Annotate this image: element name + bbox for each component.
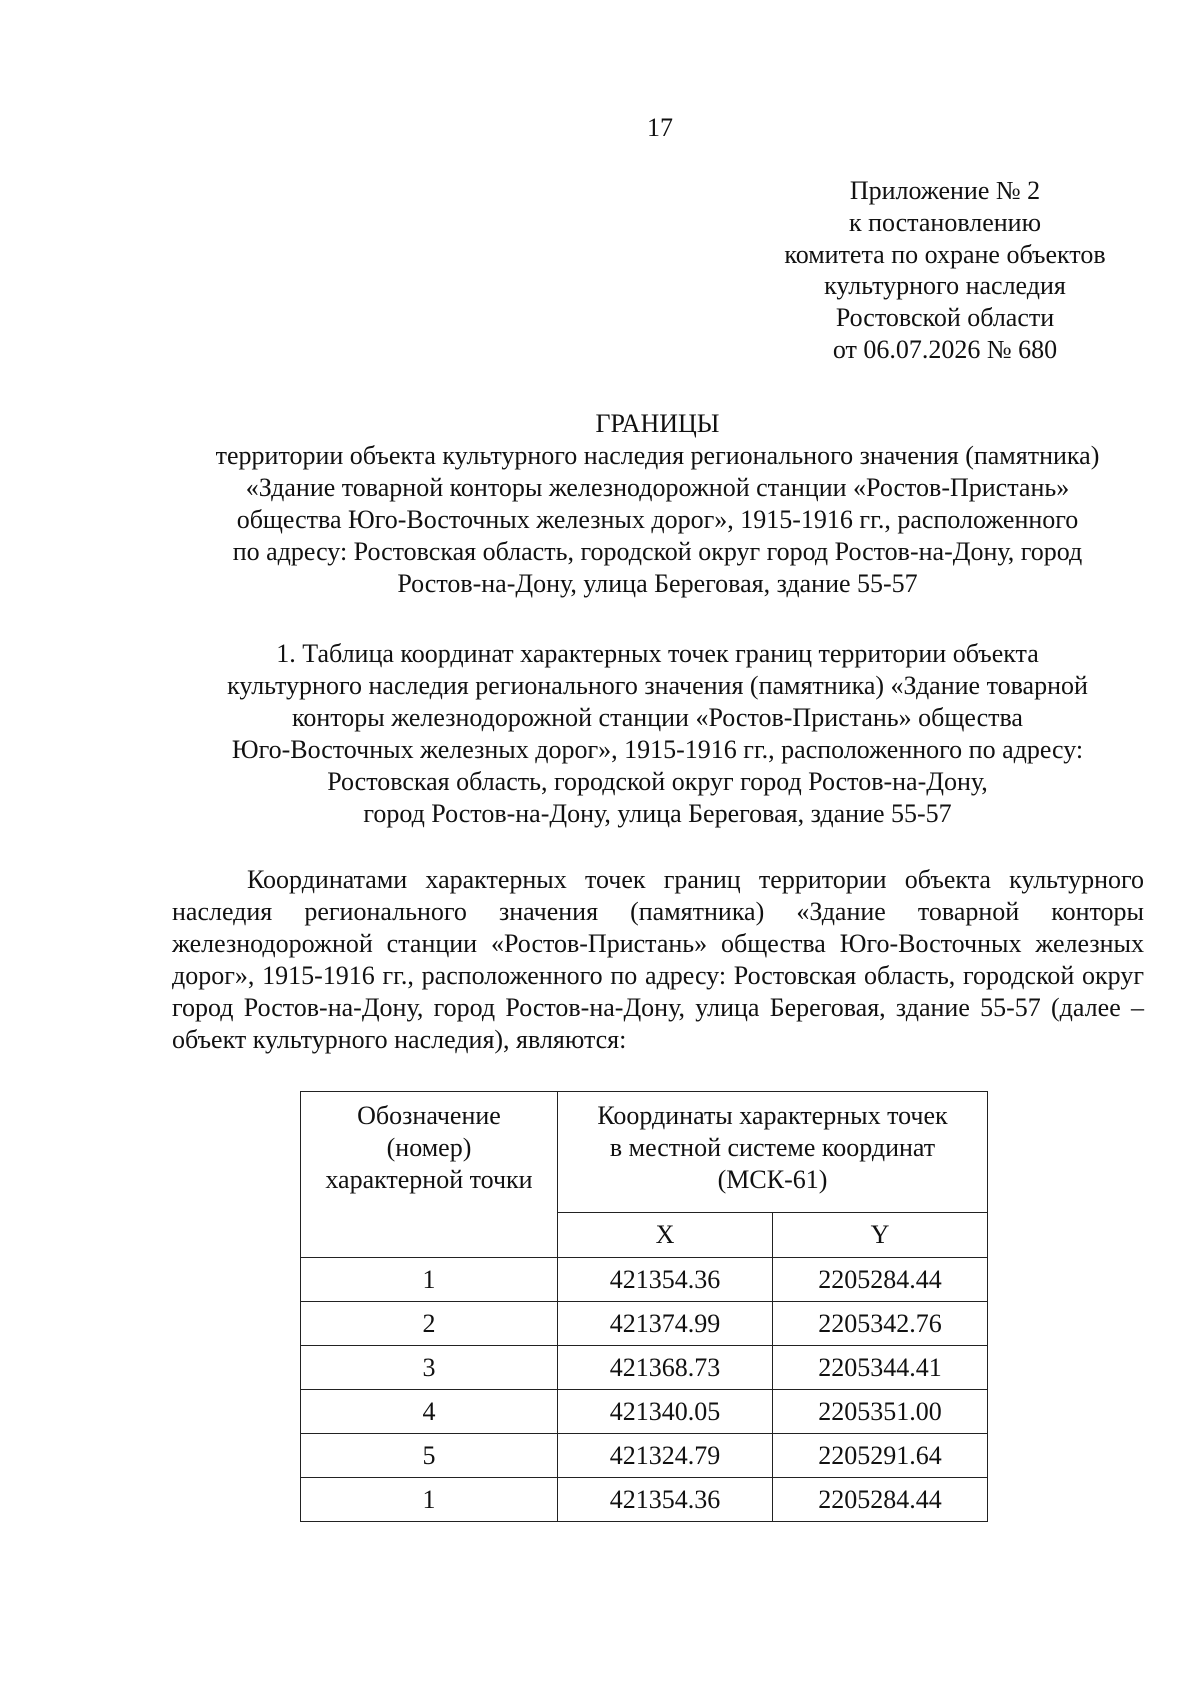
header-line: характерной точки: [325, 1165, 533, 1194]
appendix-line: Приложение № 2: [849, 176, 1041, 205]
point-cell: 1: [301, 1258, 558, 1302]
title-line: территории объекта культурного наследия регионального значения (памятника): [215, 441, 1100, 470]
coordinates-table: [300, 1091, 988, 1522]
point-cell: 1: [301, 1478, 558, 1522]
header-line: Обозначение: [357, 1101, 501, 1130]
x-cell: 421324.79: [558, 1434, 773, 1478]
y-cell: 2205291.64: [773, 1434, 988, 1478]
y-cell: 2205284.44: [773, 1478, 988, 1522]
table-row: [301, 1346, 988, 1390]
document-title: [170, 408, 1145, 600]
section-heading: [170, 638, 1145, 830]
section-line: Юго-Восточных железных дорог», 1915-1916 гг., расположенного по адресу:: [231, 735, 1084, 764]
point-column-header: [301, 1092, 558, 1258]
title-line: Ростов-на-Дону, улица Береговая, здание 55-57: [397, 569, 918, 598]
x-column-header: X: [558, 1213, 773, 1258]
page-number: 17: [647, 113, 673, 142]
appendix-header: [740, 175, 1150, 366]
title-line: общества Юго-Восточных железных дорог», 1915-1916 гг., расположенного: [236, 505, 1079, 534]
appendix-line: от 06.07.2026 № 680: [832, 334, 1058, 364]
x-cell: 421374.99: [558, 1302, 773, 1346]
appendix-line: к постановлению: [848, 207, 1042, 237]
table-row: [301, 1258, 988, 1302]
y-cell: 2205344.41: [773, 1346, 988, 1390]
x-cell: 421354.36: [558, 1258, 773, 1302]
header-line: (МСК-61): [717, 1165, 828, 1194]
header-line: (номер): [386, 1133, 472, 1162]
appendix-line: Ростовской области: [835, 303, 1055, 333]
section-line: город Ростов-на-Дону, улица Береговая, здание 55-57: [363, 799, 952, 828]
y-cell: 2205342.76: [773, 1302, 988, 1346]
x-cell: 421354.36: [558, 1478, 773, 1522]
header-line: Координаты характерных точек: [597, 1101, 948, 1130]
title-line: «Здание товарной конторы железнодорожной станции «Ростов-Пристань»: [245, 473, 1070, 502]
point-cell: 3: [301, 1346, 558, 1390]
section-line: конторы железнодорожной станции «Ростов-Пристань» общества: [292, 703, 1023, 732]
point-cell: 2: [301, 1302, 558, 1346]
title-heading: ГРАНИЦЫ: [595, 409, 720, 438]
section-line: культурного наследия регионального значения (памятника) «Здание товарной: [227, 671, 1088, 700]
section-line: 1. Таблица координат характерных точек границ территории объекта: [276, 639, 1039, 668]
y-cell: 2205351.00: [773, 1390, 988, 1434]
y-column-header: Y: [773, 1213, 988, 1258]
point-cell: 5: [301, 1434, 558, 1478]
appendix-line: культурного наследия: [824, 271, 1066, 301]
table-row: [301, 1434, 988, 1478]
appendix-line: комитета по охране объектов: [784, 239, 1106, 269]
table-row: [301, 1390, 988, 1434]
point-cell: 4: [301, 1390, 558, 1434]
body-paragraph: Координатами характерных точек границ территории объекта культурного наследия регионального значения (памятника) «Здание товарной конторы железнодорожной станции «Ростов-Пристань» общества Юго-Восточных железных дорог», 1915-1916 гг., расположенного по адресу: Ростовская область, городской округ город Ростов-на-Дону, город Ростов-на-Дону, улица Береговая, здание 55-57 (далее – объект культурного наследия), являются:: [172, 865, 1144, 1054]
x-cell: 421368.73: [558, 1346, 773, 1390]
table-row: [301, 1478, 988, 1522]
coordinates-column-header: [558, 1092, 988, 1213]
header-line: в местной системе координат: [609, 1133, 936, 1162]
table-row: [301, 1302, 988, 1346]
title-line: по адресу: Ростовская область, городской округ город Ростов-на-Дону, город: [232, 537, 1083, 566]
x-cell: 421340.05: [558, 1390, 773, 1434]
y-cell: 2205284.44: [773, 1258, 988, 1302]
table-header-row: [301, 1092, 988, 1213]
section-line: Ростовская область, городской округ город Ростов-на-Дону,: [327, 767, 988, 796]
